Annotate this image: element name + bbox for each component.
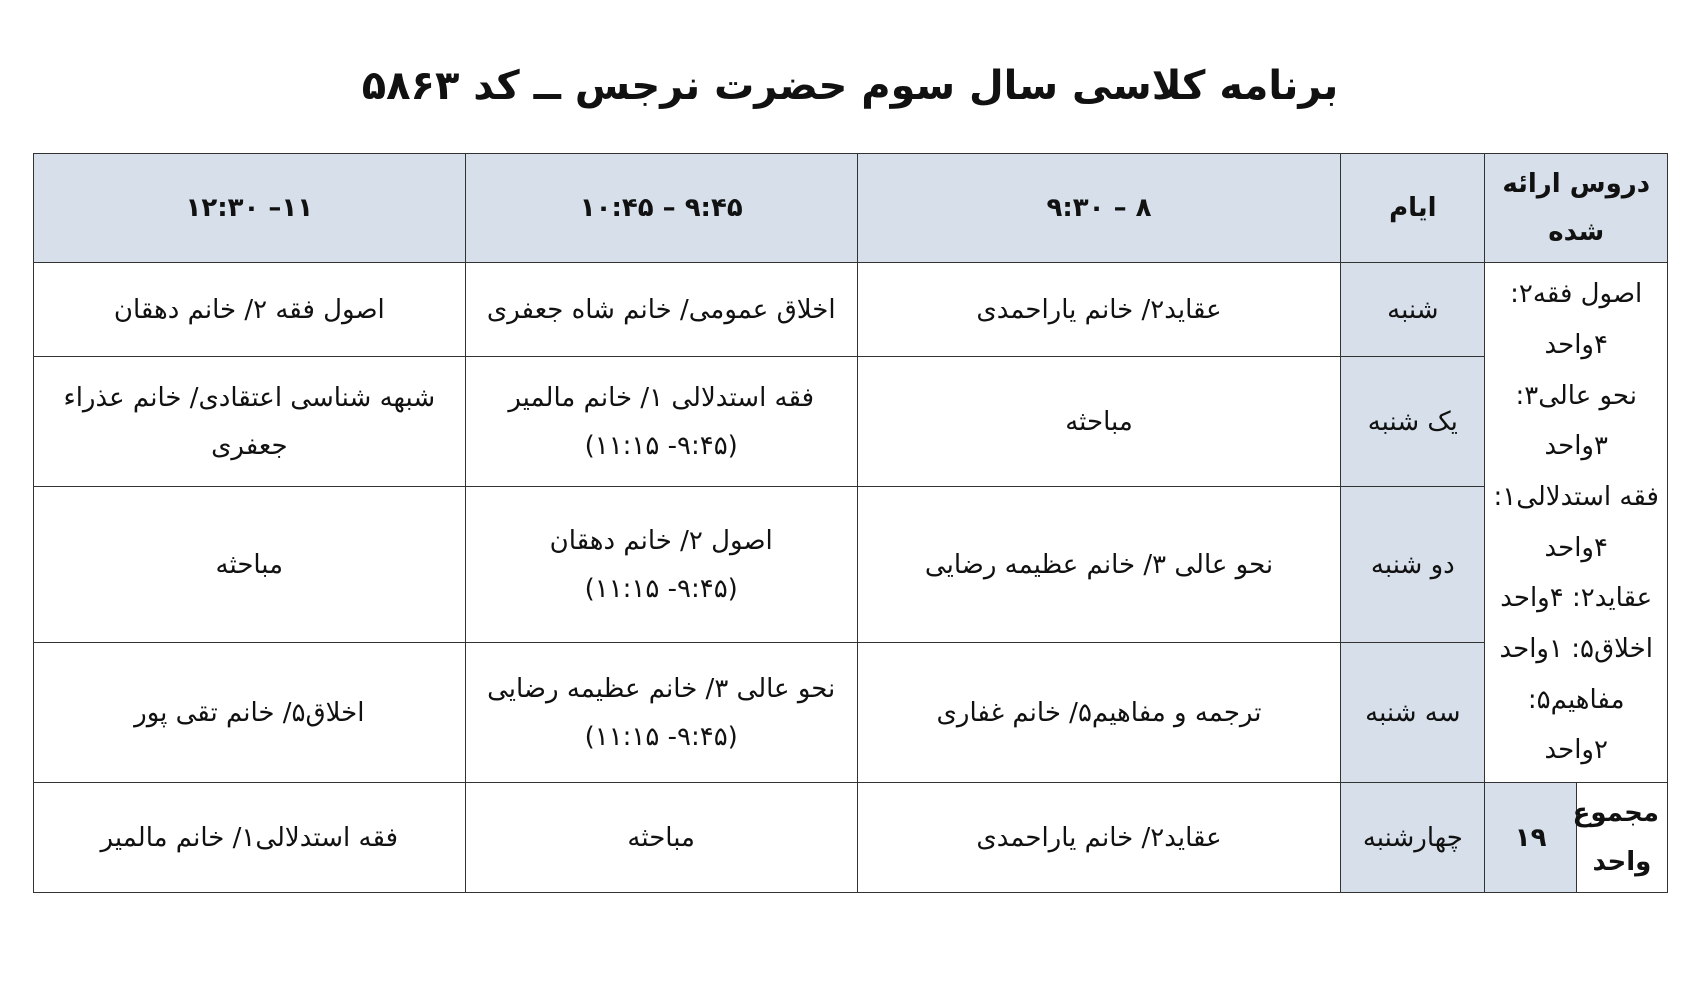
slot1-header: ۸ – ۹:۳۰ [857,154,1340,263]
courses-header: دروس ارائه شده [1485,154,1668,263]
page-title: برنامه کلاسی سال سوم حضرت نرجس ــ کد ۵۸۶۳ [361,63,1339,109]
course-item: عقاید۲: ۴واحد [1500,583,1653,614]
slot3-cell: فقه استدلالی۱/ خانم مالمیر [34,783,466,893]
course-item: اصول فقه۲: ۴واحد [1510,279,1643,360]
day-cell: یک شنبه [1341,357,1485,487]
total-label: مجموع واحد [1576,783,1667,893]
slot2-cell: اصول ۲/ خانم دهقان (۹:۴۵- ۱۱:۱۵) [465,487,857,643]
day-cell: چهارشنبه [1341,783,1485,893]
day-cell: سه شنبه [1341,643,1485,783]
day-cell: شنبه [1341,263,1485,357]
total-value: ۱۹ [1485,783,1576,893]
course-item: مفاهیم۵: ۲واحد [1527,684,1625,766]
course-item: اخلاق۵: ۱واحد [1499,634,1653,664]
table-row [34,263,1668,357]
courses-offered-cell [1485,263,1668,783]
slot3-cell: مباحثه [34,487,466,643]
slot2-header: ۹:۴۵ – ۱۰:۴۵ [465,154,857,263]
schedule-table [33,153,1668,893]
table-row [34,643,1668,783]
slot1-cell: نحو عالی ۳/ خانم عظیمه رضایی [857,487,1340,643]
slot2-cell: اخلاق عمومی/ خانم شاه جعفری [465,263,857,357]
slot2-cell: نحو عالی ۳/ خانم عظیمه رضایی (۹:۴۵- ۱۱:۱۵) [465,643,857,783]
slot1-cell: ترجمه و مفاهیم۵/ خانم غفاری [857,643,1340,783]
slot1-cell: عقاید۲/ خانم یاراحمدی [857,263,1340,357]
slot1-cell: عقاید۲/ خانم یاراحمدی [857,783,1340,893]
slot3-cell: شبهه شناسی اعتقادی/ خانم عذراء جعفری [34,357,466,487]
slot3-cell: اصول فقه ۲/ خانم دهقان [34,263,466,357]
day-cell: دو شنبه [1341,487,1485,643]
table-row [34,783,1668,893]
days-header: ایام [1341,154,1485,263]
slot3-cell: اخلاق۵/ خانم تقی پور [34,643,466,783]
slot2-cell: فقه استدلالی ۱/ خانم مالمیر (۹:۴۵- ۱۱:۱۵) [465,357,857,487]
course-item: نحو عالی۳: ۳واحد [1515,380,1637,462]
table-row [34,487,1668,643]
table-row [34,357,1668,487]
header-row [34,154,1668,263]
slot1-cell: مباحثه [857,357,1340,487]
slot2-cell: مباحثه [465,783,857,893]
course-item: فقه استدلالی۱: ۴واحد [1493,481,1659,563]
slot3-header: ۱۱– ۱۲:۳۰ [34,154,466,263]
